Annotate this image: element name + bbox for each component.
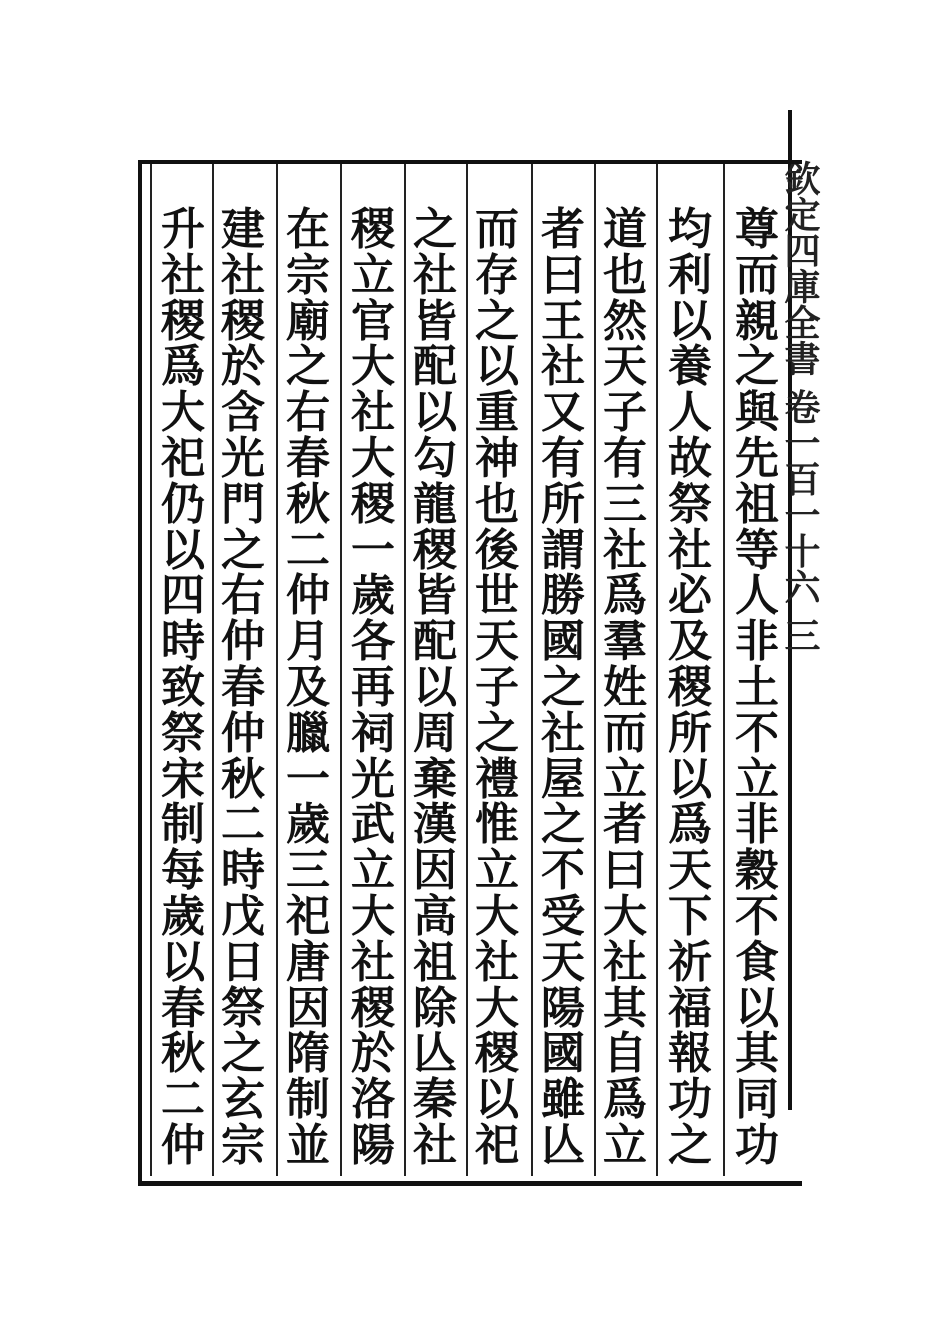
character: 下 bbox=[668, 890, 712, 942]
character: 稷 bbox=[668, 661, 712, 713]
character: 以 bbox=[735, 982, 779, 1034]
character: 之 bbox=[668, 1119, 712, 1171]
character: 之 bbox=[413, 204, 457, 255]
character: 後 bbox=[475, 524, 519, 576]
character: 勾 bbox=[413, 432, 457, 484]
character: 稷 bbox=[351, 204, 395, 255]
character: 社 bbox=[351, 387, 395, 439]
character: 以 bbox=[413, 661, 457, 713]
character: 也 bbox=[475, 478, 519, 530]
column-rule bbox=[150, 164, 152, 1176]
character: 之 bbox=[475, 295, 519, 347]
character: 祖 bbox=[413, 936, 457, 988]
character: 致 bbox=[161, 661, 205, 713]
character: 之 bbox=[541, 799, 585, 851]
character: 以 bbox=[161, 524, 205, 576]
character: 不 bbox=[735, 707, 779, 759]
character: 門 bbox=[221, 478, 265, 530]
character: 又 bbox=[541, 387, 585, 439]
character: 秦 bbox=[413, 1074, 457, 1126]
character: 之 bbox=[286, 341, 330, 393]
character: 人 bbox=[735, 570, 779, 622]
character: 因 bbox=[286, 982, 330, 1034]
character: 者 bbox=[541, 204, 585, 255]
column-rule bbox=[656, 164, 658, 1176]
character: 及 bbox=[668, 616, 712, 668]
character: 廟 bbox=[286, 295, 330, 347]
character: 屋 bbox=[541, 753, 585, 805]
character: 之 bbox=[221, 1028, 265, 1080]
character: 皆 bbox=[413, 570, 457, 622]
character: 宗 bbox=[286, 249, 330, 301]
character: 戊 bbox=[221, 890, 265, 942]
character: 歲 bbox=[351, 570, 395, 622]
character: 春 bbox=[286, 432, 330, 484]
character: 社 bbox=[668, 524, 712, 576]
character: 三 bbox=[603, 478, 647, 530]
character: 二 bbox=[286, 524, 330, 576]
character: 受 bbox=[541, 890, 585, 942]
character: 不 bbox=[735, 890, 779, 942]
character: 曰 bbox=[541, 249, 585, 301]
character: 在 bbox=[286, 204, 330, 255]
margin-label: 欽定四庫全書 卷一百一十六 三 bbox=[779, 160, 821, 654]
character: 社 bbox=[541, 341, 585, 393]
character: 周 bbox=[413, 707, 457, 759]
character: 宗 bbox=[221, 1119, 265, 1171]
character: 陽 bbox=[351, 1119, 395, 1171]
character: 光 bbox=[351, 753, 395, 805]
character: 制 bbox=[286, 1074, 330, 1126]
character: 亾 bbox=[541, 1119, 585, 1171]
character: 再 bbox=[351, 661, 395, 713]
character: 社 bbox=[351, 936, 395, 988]
character: 武 bbox=[351, 799, 395, 851]
character: 祭 bbox=[668, 478, 712, 530]
character: 制 bbox=[161, 799, 205, 851]
character: 而 bbox=[735, 249, 779, 301]
text-column bbox=[729, 204, 785, 1171]
character: 官 bbox=[351, 295, 395, 347]
character: 大 bbox=[351, 432, 395, 484]
character: 皆 bbox=[413, 295, 457, 347]
character: 祭 bbox=[161, 707, 205, 759]
character: 配 bbox=[413, 341, 457, 393]
character: 而 bbox=[475, 204, 519, 255]
character: 尊 bbox=[735, 204, 779, 255]
character: 社 bbox=[161, 249, 205, 301]
character: 社 bbox=[221, 249, 265, 301]
character: 其 bbox=[603, 982, 647, 1034]
character: 養 bbox=[668, 341, 712, 393]
character: 非 bbox=[735, 616, 779, 668]
character: 立 bbox=[475, 845, 519, 897]
character: 而 bbox=[603, 707, 647, 759]
character: 道 bbox=[603, 204, 647, 255]
character: 以 bbox=[475, 1074, 519, 1126]
character: 隋 bbox=[286, 1028, 330, 1080]
text-column bbox=[345, 204, 401, 1171]
text-column bbox=[597, 204, 653, 1171]
character: 立 bbox=[351, 249, 395, 301]
character: 時 bbox=[221, 845, 265, 897]
column-rule bbox=[212, 164, 214, 1176]
character: 各 bbox=[351, 616, 395, 668]
character: 神 bbox=[475, 432, 519, 484]
character: 天 bbox=[668, 845, 712, 897]
character: 月 bbox=[286, 616, 330, 668]
character: 爲 bbox=[161, 341, 205, 393]
column-rule bbox=[531, 164, 533, 1176]
character: 祖 bbox=[735, 478, 779, 530]
character: 禮 bbox=[475, 753, 519, 805]
character: 子 bbox=[475, 661, 519, 713]
character: 有 bbox=[541, 432, 585, 484]
character: 春 bbox=[161, 982, 205, 1034]
column-rule bbox=[340, 164, 342, 1176]
character: 洛 bbox=[351, 1074, 395, 1126]
character: 羣 bbox=[603, 616, 647, 668]
character: 不 bbox=[541, 845, 585, 897]
text-column bbox=[280, 204, 336, 1171]
character: 高 bbox=[413, 890, 457, 942]
column-rule bbox=[276, 164, 278, 1176]
character: 功 bbox=[735, 1119, 779, 1171]
character: 親 bbox=[735, 295, 779, 347]
character: 以 bbox=[475, 341, 519, 393]
character: 大 bbox=[475, 982, 519, 1034]
character: 天 bbox=[603, 341, 647, 393]
character: 祠 bbox=[351, 707, 395, 759]
character: 大 bbox=[351, 341, 395, 393]
character: 稷 bbox=[475, 1028, 519, 1080]
character: 食 bbox=[735, 936, 779, 988]
character: 稷 bbox=[413, 524, 457, 576]
character: 臘 bbox=[286, 707, 330, 759]
character: 於 bbox=[221, 341, 265, 393]
column-rule bbox=[404, 164, 406, 1176]
character: 以 bbox=[668, 295, 712, 347]
character: 爲 bbox=[603, 1074, 647, 1126]
character: 人 bbox=[668, 387, 712, 439]
character: 稷 bbox=[351, 478, 395, 530]
character: 唐 bbox=[286, 936, 330, 988]
character: 建 bbox=[221, 204, 265, 255]
character: 重 bbox=[475, 387, 519, 439]
column-rule bbox=[723, 164, 725, 1176]
character: 社 bbox=[541, 707, 585, 759]
character: 勝 bbox=[541, 570, 585, 622]
character: 國 bbox=[541, 616, 585, 668]
text-column bbox=[407, 204, 463, 1171]
character: 立 bbox=[603, 1119, 647, 1171]
character: 稷 bbox=[351, 982, 395, 1034]
character: 以 bbox=[413, 387, 457, 439]
character: 有 bbox=[603, 432, 647, 484]
character: 等 bbox=[735, 524, 779, 576]
text-column bbox=[662, 204, 718, 1171]
character: 天 bbox=[541, 936, 585, 988]
character: 所 bbox=[668, 707, 712, 759]
character: 子 bbox=[603, 387, 647, 439]
character: 社 bbox=[603, 524, 647, 576]
character: 仲 bbox=[286, 570, 330, 622]
character: 祭 bbox=[221, 982, 265, 1034]
character: 利 bbox=[668, 249, 712, 301]
text-column bbox=[469, 204, 525, 1171]
character: 報 bbox=[668, 1028, 712, 1080]
character: 祀 bbox=[475, 1119, 519, 1171]
character: 福 bbox=[668, 982, 712, 1034]
character: 先 bbox=[735, 432, 779, 484]
character: 陽 bbox=[541, 982, 585, 1034]
character: 仲 bbox=[221, 707, 265, 759]
character: 秋 bbox=[286, 478, 330, 530]
character: 祀 bbox=[161, 432, 205, 484]
character: 雖 bbox=[541, 1074, 585, 1126]
character: 歲 bbox=[286, 799, 330, 851]
character: 升 bbox=[161, 204, 205, 255]
character: 立 bbox=[603, 753, 647, 805]
character: 右 bbox=[286, 387, 330, 439]
character: 之 bbox=[541, 661, 585, 713]
character: 非 bbox=[735, 799, 779, 851]
character: 社 bbox=[413, 249, 457, 301]
character: 功 bbox=[668, 1074, 712, 1126]
character: 配 bbox=[413, 616, 457, 668]
character: 一 bbox=[351, 524, 395, 576]
character: 春 bbox=[221, 661, 265, 713]
character: 四 bbox=[161, 570, 205, 622]
character: 光 bbox=[221, 432, 265, 484]
character: 爲 bbox=[668, 799, 712, 851]
character: 自 bbox=[603, 1028, 647, 1080]
character: 稷 bbox=[161, 295, 205, 347]
character: 二 bbox=[221, 799, 265, 851]
character: 仲 bbox=[221, 616, 265, 668]
character: 及 bbox=[286, 661, 330, 713]
text-column bbox=[215, 204, 271, 1171]
character: 漢 bbox=[413, 799, 457, 851]
character: 社 bbox=[413, 1119, 457, 1171]
character: 者 bbox=[603, 799, 647, 851]
character: 歲 bbox=[161, 890, 205, 942]
character: 世 bbox=[475, 570, 519, 622]
character: 秋 bbox=[221, 753, 265, 805]
character: 仍 bbox=[161, 478, 205, 530]
character: 惟 bbox=[475, 799, 519, 851]
character: 含 bbox=[221, 387, 265, 439]
character: 大 bbox=[475, 890, 519, 942]
character: 右 bbox=[221, 570, 265, 622]
character: 之 bbox=[221, 524, 265, 576]
character: 立 bbox=[351, 845, 395, 897]
character: 一 bbox=[286, 753, 330, 805]
character: 也 bbox=[603, 249, 647, 301]
character: 以 bbox=[668, 753, 712, 805]
character: 仲 bbox=[161, 1119, 205, 1171]
character: 稷 bbox=[221, 295, 265, 347]
character: 日 bbox=[221, 936, 265, 988]
character: 同 bbox=[735, 1074, 779, 1126]
character: 均 bbox=[668, 204, 712, 255]
character: 故 bbox=[668, 432, 712, 484]
character: 宋 bbox=[161, 753, 205, 805]
character: 立 bbox=[735, 753, 779, 805]
character: 龍 bbox=[413, 478, 457, 530]
character: 謂 bbox=[541, 524, 585, 576]
character: 社 bbox=[475, 936, 519, 988]
character: 棄 bbox=[413, 753, 457, 805]
character: 與 bbox=[735, 387, 779, 439]
character: 必 bbox=[668, 570, 712, 622]
character: 每 bbox=[161, 845, 205, 897]
character: 國 bbox=[541, 1028, 585, 1080]
character: 所 bbox=[541, 478, 585, 530]
text-column bbox=[535, 204, 591, 1171]
character: 因 bbox=[413, 845, 457, 897]
character: 姓 bbox=[603, 661, 647, 713]
character: 天 bbox=[475, 616, 519, 668]
character: 之 bbox=[735, 341, 779, 393]
character: 三 bbox=[286, 845, 330, 897]
character: 大 bbox=[351, 890, 395, 942]
character: 玄 bbox=[221, 1074, 265, 1126]
character: 然 bbox=[603, 295, 647, 347]
character: 其 bbox=[735, 1028, 779, 1080]
character: 除 bbox=[413, 982, 457, 1034]
character: 存 bbox=[475, 249, 519, 301]
character: 二 bbox=[161, 1074, 205, 1126]
character: 社 bbox=[603, 936, 647, 988]
character: 曰 bbox=[603, 845, 647, 897]
column-rule bbox=[594, 164, 596, 1176]
character: 土 bbox=[735, 661, 779, 713]
character: 大 bbox=[161, 387, 205, 439]
character: 祈 bbox=[668, 936, 712, 988]
character: 於 bbox=[351, 1028, 395, 1080]
character: 秋 bbox=[161, 1028, 205, 1080]
character: 祀 bbox=[286, 890, 330, 942]
character: 大 bbox=[603, 890, 647, 942]
character: 並 bbox=[286, 1119, 330, 1171]
character: 以 bbox=[161, 936, 205, 988]
character: 之 bbox=[475, 707, 519, 759]
character: 爲 bbox=[603, 570, 647, 622]
column-rule bbox=[466, 164, 468, 1176]
character: 亾 bbox=[413, 1028, 457, 1080]
text-column bbox=[155, 204, 211, 1171]
character: 穀 bbox=[735, 845, 779, 897]
character: 時 bbox=[161, 616, 205, 668]
character: 王 bbox=[541, 295, 585, 347]
